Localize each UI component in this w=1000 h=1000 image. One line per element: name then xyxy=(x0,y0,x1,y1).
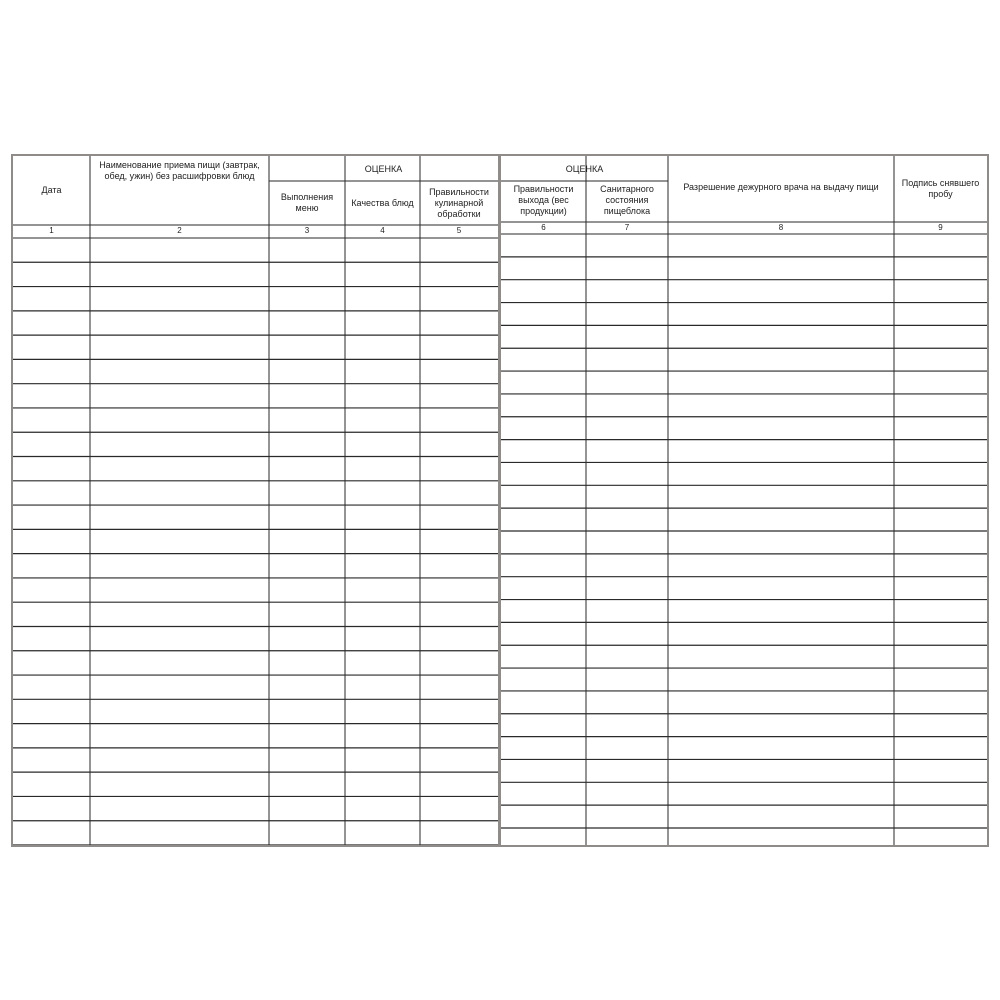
col-number-6: 6 xyxy=(541,223,546,232)
col-doctor-permission-header: Разрешение дежурного врача на выдачу пищи xyxy=(683,182,879,192)
left-grid xyxy=(13,156,498,845)
col-meal-header: Наименование приема пищи (завтрак, обед, ужин) без расшифровки блюд xyxy=(99,160,260,181)
col-number-3: 3 xyxy=(304,226,310,235)
col-number-8: 8 xyxy=(778,223,784,232)
left-page xyxy=(13,156,498,845)
col-number-5: 5 xyxy=(456,226,462,235)
right-grid xyxy=(501,156,987,845)
col-number-9: 9 xyxy=(938,223,943,232)
col-quality-header: Качества блюд xyxy=(351,197,414,208)
col-number-2: 2 xyxy=(177,226,182,235)
col-yield-header: Правильности выхода (вес продукции) xyxy=(513,184,574,216)
right-page xyxy=(501,156,987,845)
col-menu-header: Выполнения меню xyxy=(280,192,334,213)
col-number-7: 7 xyxy=(624,223,630,232)
group-header-rating-left: ОЦЕНКА xyxy=(364,163,403,174)
group-header-rating-right: ОЦЕНКА xyxy=(565,163,604,174)
col-number-4: 4 xyxy=(380,226,385,235)
col-cooking-header: Правильности кулинарной обработки xyxy=(429,186,489,219)
col-date-header: Дата xyxy=(41,184,62,195)
col-number-1: 1 xyxy=(49,226,54,235)
col-signature-header: Подпись снявшего пробу xyxy=(901,178,980,199)
col-sanitary-header: Санитарного состояния пищеблока xyxy=(600,184,654,216)
